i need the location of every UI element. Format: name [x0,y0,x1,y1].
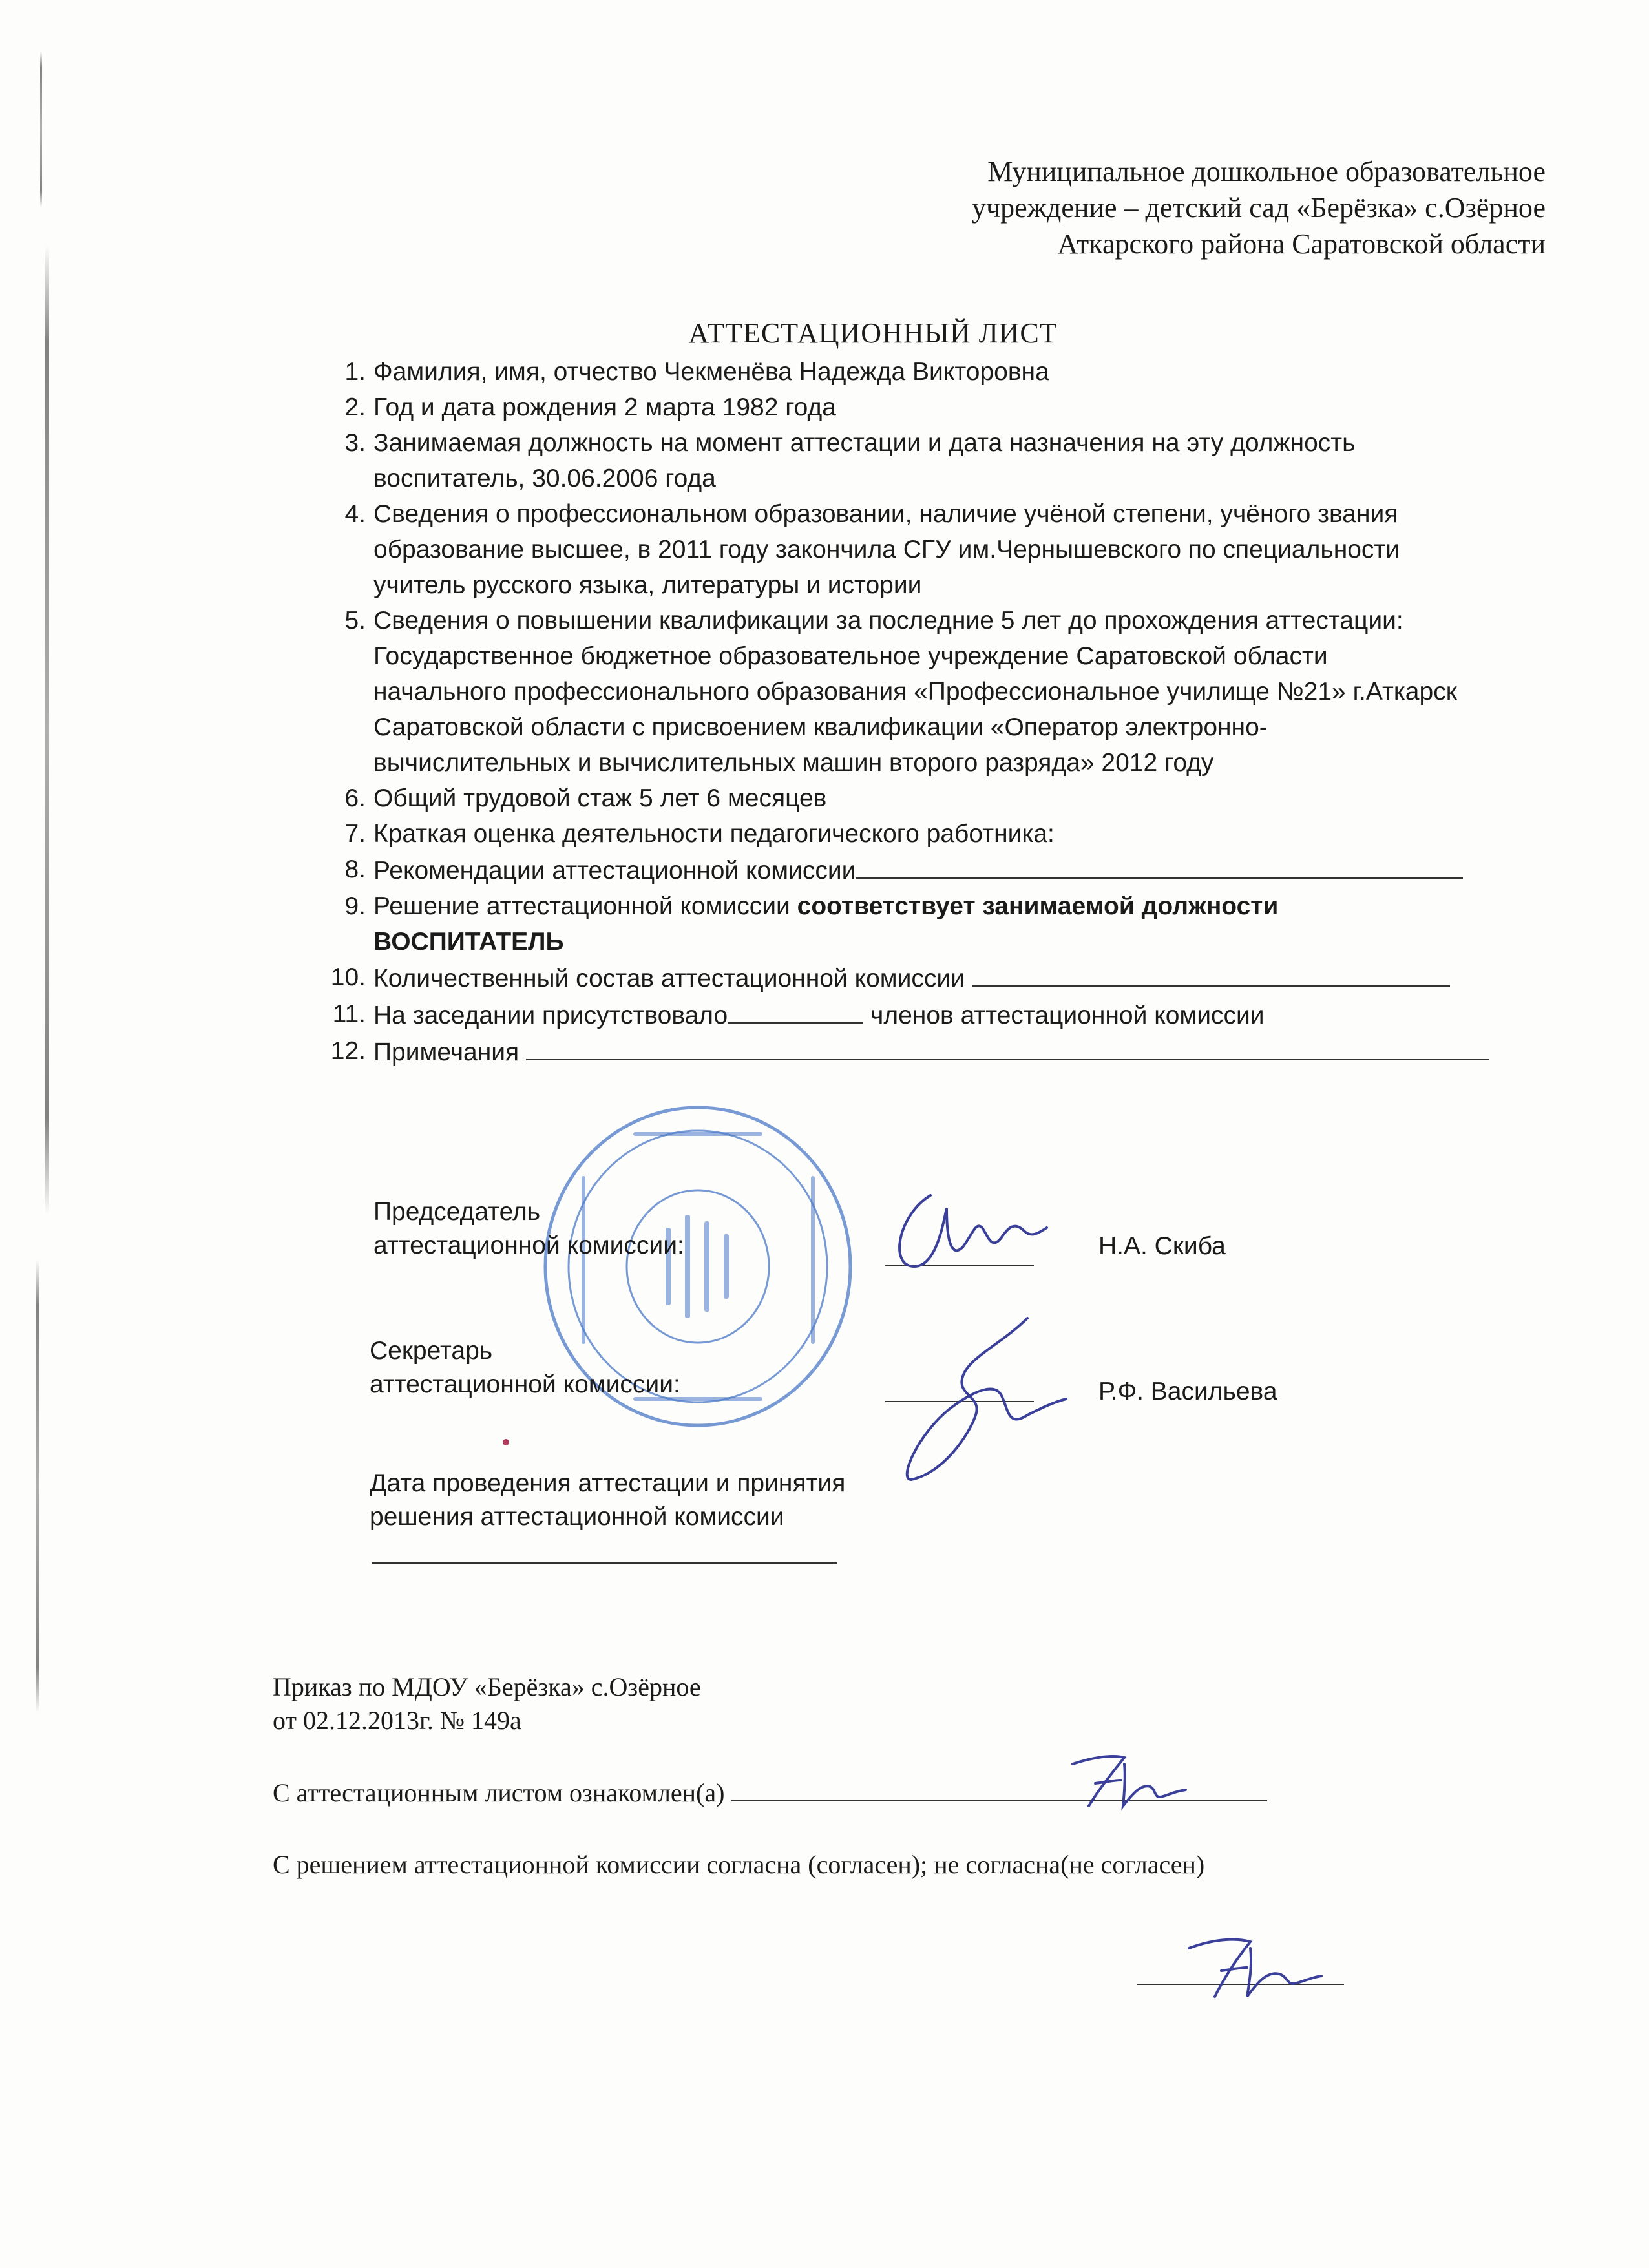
item-text: членов аттестационной комиссии [863,1002,1265,1029]
item-qualification [322,603,1562,781]
item-text: Год и дата рождения 2 марта 1982 года [373,394,836,421]
item-number: 11 . [308,996,366,1032]
item-text: Примечания [373,1038,526,1066]
chair-signature-icon [885,1170,1066,1279]
item-text: образование высшее, в 2011 году закончила СГУ им.Чернышевского по специальности [373,536,1400,563]
item-text: На заседании присутствовало [373,1002,728,1029]
item-text: Саратовской области с присвоением квалификации «Оператор электронно- [373,713,1268,741]
item-number: 1 . [322,354,366,390]
item-text: Государственное бюджетное образовательное учреждение Саратовской области [373,642,1328,670]
fill-line [972,960,1450,987]
chair-label-line: Председатель [373,1198,541,1226]
date-label [370,1467,845,1534]
chair-label-line: аттестационной комиссии: [373,1232,684,1259]
item-number: 3 . [322,425,366,461]
item-text: Занимаемая должность на момент аттестации и дата назначения на эту должность [373,429,1356,457]
item-number: 4 . [322,496,366,532]
agreement-text: С решением аттестационной комиссии согласна (согласен); не согласна(не согласен) [273,1850,1205,1879]
item-number: 7 . [322,816,366,852]
organization-line: Муниципальное дошкольное образовательное [987,156,1546,187]
fill-line [856,852,1463,879]
document-title: АТТЕСТАЦИОННЫЙ ЛИСТ [688,317,1058,349]
item-number: 6 . [322,781,366,816]
decision-value: соответствует занимаемой должности [797,892,1279,920]
item-text: Общий трудовой стаж 5 лет 6 месяцев [373,784,827,812]
chair-name: Н.А. Скиба [1098,1232,1226,1260]
organization-line: Аткарского района Саратовской области [1057,228,1546,260]
item-text: Решение аттестационной комиссии [373,892,797,920]
acknowledge-text: С аттестационным листом ознакомлен(а) [273,1778,731,1807]
item-text: учитель русского языка, литературы и истории [373,571,922,599]
item-text: воспитатель, 30.06.2006 года [373,465,716,492]
secretary-name: Р.Ф. Васильева [1098,1378,1277,1405]
organization-line: учреждение – детский сад «Берёзка» с.Озёрное [971,192,1546,224]
agreement-signature-icon [1176,1926,1325,2010]
item-present [322,996,1562,1033]
scan-edge-shadow [45,246,49,1215]
item-birth-date [322,390,1562,425]
item-recommendations [322,852,1562,888]
item-position [322,425,1562,496]
item-text: Фамилия, имя, отчество Чекменёва Надежда Викторовна [373,358,1049,386]
item-text: начального профессионального образования «Профессиональное училище №21» г.Аткарск [373,678,1457,706]
item-notes [322,1033,1562,1070]
item-full-name [322,354,1562,390]
secretary-label [370,1334,680,1402]
item-text: Количественный состав аттестационной комиссии [373,965,972,992]
fill-line [526,1033,1489,1060]
scan-edge-shadow [36,1260,39,1712]
attestation-items [322,354,1562,1070]
date-label-line: решения аттестационной комиссии [370,1503,784,1531]
item-assessment [322,816,1562,852]
item-number: 8 . [322,852,366,887]
decision-position: ВОСПИТАТЕЛЬ [373,928,564,956]
item-text: Краткая оценка деятельности педагогического работника: [373,820,1055,848]
item-commission-size [322,960,1562,996]
order-line: от 02.12.2013г. № 149а [273,1706,521,1735]
fill-line [728,996,863,1024]
item-number: 10 . [308,960,366,995]
organization-header [972,154,1546,262]
order-line: Приказ по МДОУ «Берёзка» с.Озёрное [273,1672,701,1701]
item-text: Сведения о повышении квалификации за последние 5 лет до прохождения аттестации: [373,607,1403,635]
scan-edge-shadow [40,52,42,207]
item-text: Сведения о профессиональном образовании, наличие учёной степени, учёного звания [373,500,1398,528]
secretary-label-line: аттестационной комиссии: [370,1370,680,1398]
item-education [322,496,1562,603]
secretary-label-line: Секретарь [370,1337,493,1365]
item-text: вычислительных и вычислительных машин второго разряда» 2012 году [373,749,1214,777]
item-number: 5 . [322,603,366,638]
date-label-line: Дата проведения аттестации и принятия [370,1469,846,1497]
item-number: 2 . [322,390,366,425]
chair-label [373,1195,684,1263]
order-reference [273,1670,701,1738]
item-text: Рекомендации аттестационной комиссии [373,857,856,885]
acknowledge-signature-icon [1060,1745,1189,1816]
secretary-signature-icon [879,1305,1073,1499]
item-number: 9 . [322,888,366,924]
item-decision [322,888,1562,960]
item-experience [322,781,1562,816]
item-number: 12 . [308,1033,366,1069]
date-fill-line [372,1562,837,1564]
ink-dot [503,1439,509,1445]
